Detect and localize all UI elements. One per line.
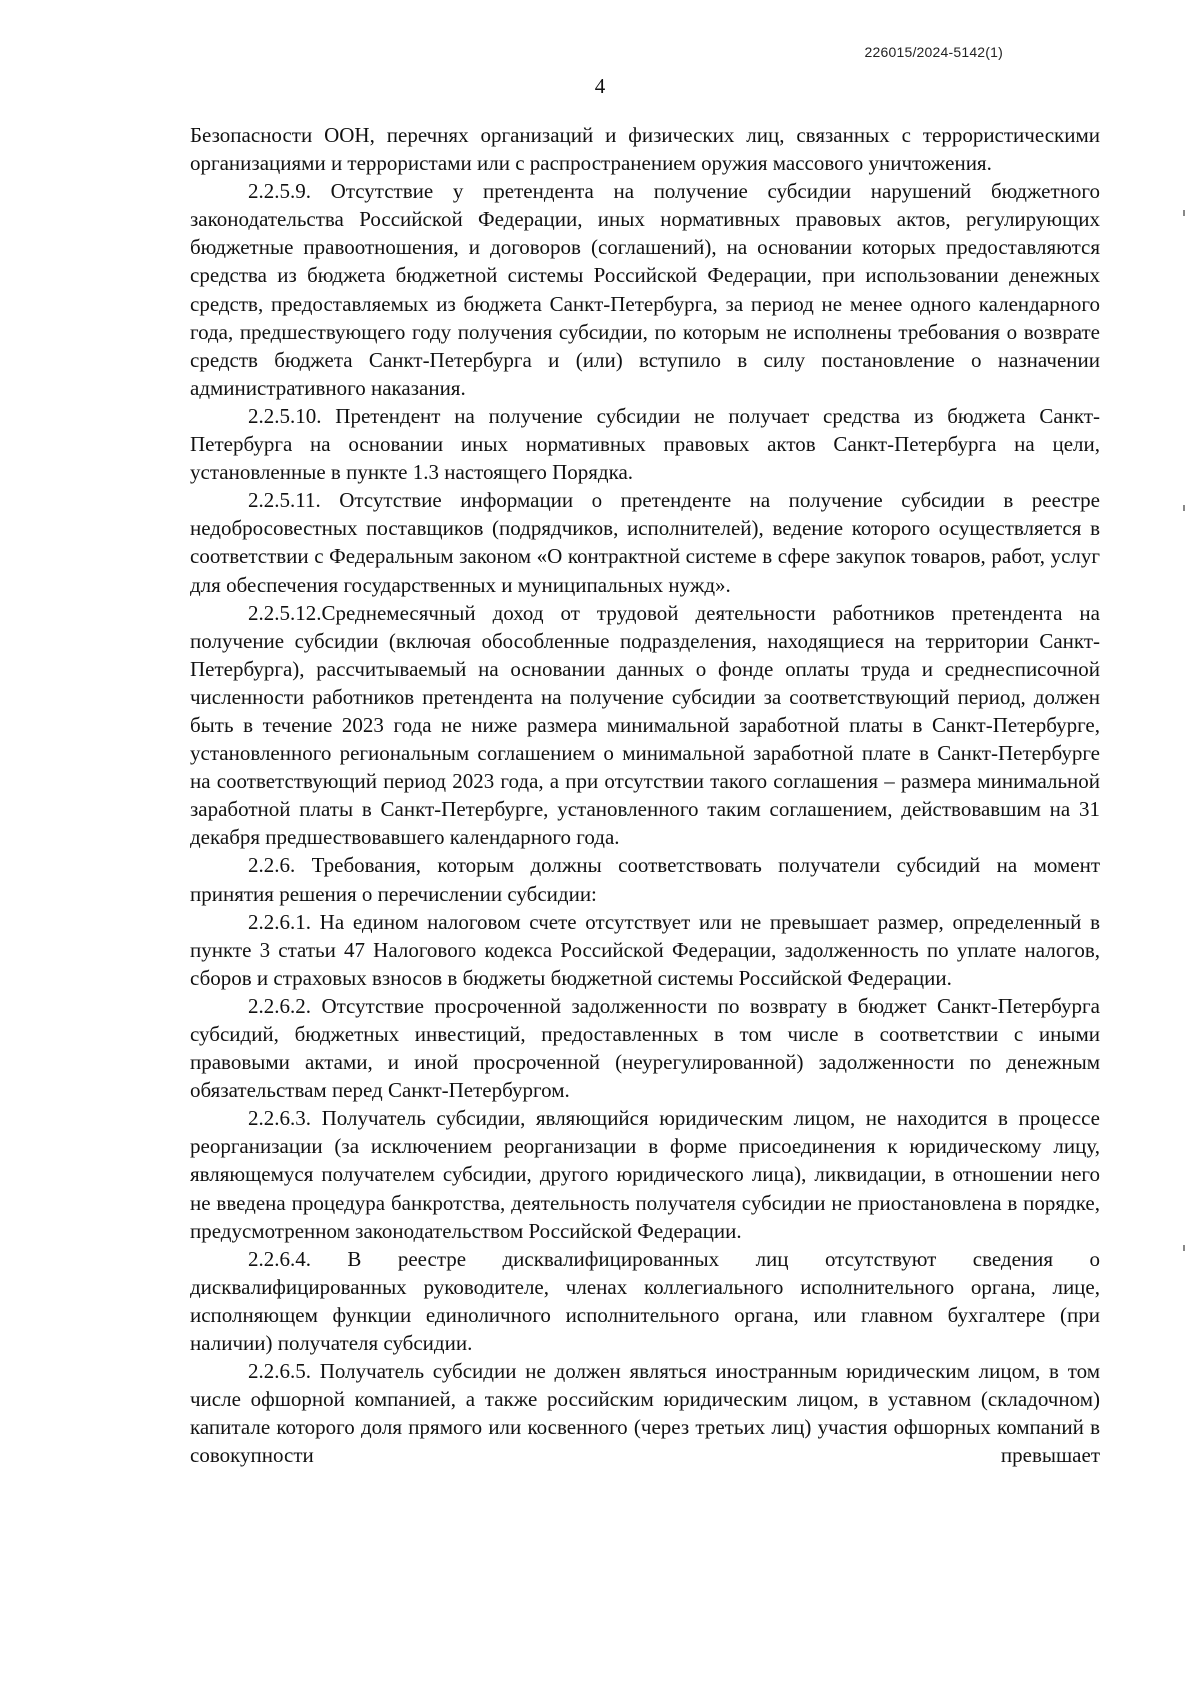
- paragraph-2-2-6-1: 2.2.6.1. На едином налоговом счете отсутствует или не превышает размер, определенный в пункте 3 статьи 47 Налогового кодекса Российской Федерации, задолженность по уплате налогов, сборов и страховых взносов в бюджеты бюджетной системы Российской Федерации.: [190, 909, 1100, 990]
- paragraph-2-2-5-9: 2.2.5.9. Отсутствие у претендента на получение субсидии нарушений бюджетного законодательства Российской Федерации, иных нормативных правовых актов, регулирующих бюджетные правоотношения, и договоров (соглашений), на основании которых предоставляются средства из бюджета бюджетной системы Российской Федерации, при использовании денежных средств, предоставляемых из бюджета Санкт-Петербурга, за период не менее одного календарного года, предшествующего году получения субсидии, по которым не исполнены требования о возврате средств бюджета Санкт-Петербурга и (или) вступило в силу постановление о назначении административного наказания.: [190, 179, 1100, 400]
- paragraph-2-2-6-3: 2.2.6.3. Получатель субсидии, являющийся юридическим лицом, не находится в процессе реорганизации (за исключением реорганизации в форме присоединения к юридическому лицу, являющемуся получателем субсидии, другого юридического лица), ликвидации, в отношении него не введена процедура банкротства, деятельность получателя субсидии не приостановлена в порядке, предусмотренном законодательством Российской Федерации.: [190, 1106, 1100, 1243]
- scan-margin-mark: [1183, 210, 1185, 216]
- document-body: [190, 121, 1100, 1470]
- paragraph-2-2-5-12: 2.2.5.12.Среднемесячный доход от трудовой деятельности работников претендента на получение субсидии (включая обособленные подразделения, находящиеся на территории Санкт-Петербурга), рассчитываемый на основании данных о фонде оплаты труда и среднесписочной численности работников претендента на получение субсидии за соответствующий период, должен быть в течение 2023 года не ниже размера минимальной заработной платы в Санкт-Петербурге, установленного региональным соглашением о минимальной заработной плате в Санкт-Петербурге на соответствующий период 2023 года, а при отсутствии такого соглашения – размера минимальной заработной платы в Санкт-Петербурге, установленного таким соглашением, действовавшим на 31 декабря предшествовавшего календарного года.: [190, 600, 1100, 850]
- paragraph-continuation: Безопасности ООН, перечнях организаций и физических лиц, связанных с террористическими организациями и террористами или с распространением оружия массового уничтожения.: [190, 123, 1100, 176]
- page-number: 4: [594, 74, 606, 98]
- paragraph-2-2-6: 2.2.6. Требования, которым должны соответствовать получатели субсидий на момент принятия решения о перечислении субсидии:: [190, 853, 1100, 906]
- document-number: 226015/2024-5142(1): [864, 44, 1003, 60]
- paragraph-2-2-6-2: 2.2.6.2. Отсутствие просроченной задолженности по возврату в бюджет Санкт-Петербурга субсидий, бюджетных инвестиций, предоставленных в том числе в соответствии с иными правовыми актами, и иной просроченной (неурегулированной) задолженности по денежным обязательствам перед Санкт-Петербургом.: [190, 993, 1100, 1103]
- paragraph-2-2-6-5: 2.2.6.5. Получатель субсидии не должен являться иностранным юридическим лицом, в том числе офшорной компанией, а также российским юридическим лицом, в уставном (складочном) капитале которого доля прямого или косвенного (через третьих лиц) участия офшорных компаний в совокупности превышает: [190, 1359, 1100, 1468]
- paragraph-2-2-5-11: 2.2.5.11. Отсутствие информации о претенденте на получение субсидии в реестре недобросовестных поставщиков (подрядчиков, исполнителей), ведение которого осуществляется в соответствии с Федеральным законом «О контрактной системе в сфере закупок товаров, работ, услуг для обеспечения государственных и муниципальных нужд».: [190, 488, 1100, 597]
- scan-margin-mark: [1183, 505, 1185, 511]
- paragraph-2-2-5-10: 2.2.5.10. Претендент на получение субсидии не получает средства из бюджета Санкт-Петербурга на основании иных нормативных правовых актов Санкт-Петербурга на цели, установленные в пункте 1.3 настоящего Порядка.: [190, 403, 1100, 485]
- scan-margin-mark: [1183, 1245, 1185, 1251]
- paragraph-2-2-6-4: 2.2.6.4. В реестре дисквалифицированных лиц отсутствуют сведения о дисквалифицированных руководителе, членах коллегиального исполнительного органа, лице, исполняющем функции единоличного исполнительного органа, или главном бухгалтере (при наличии) получателя субсидии.: [190, 1246, 1100, 1356]
